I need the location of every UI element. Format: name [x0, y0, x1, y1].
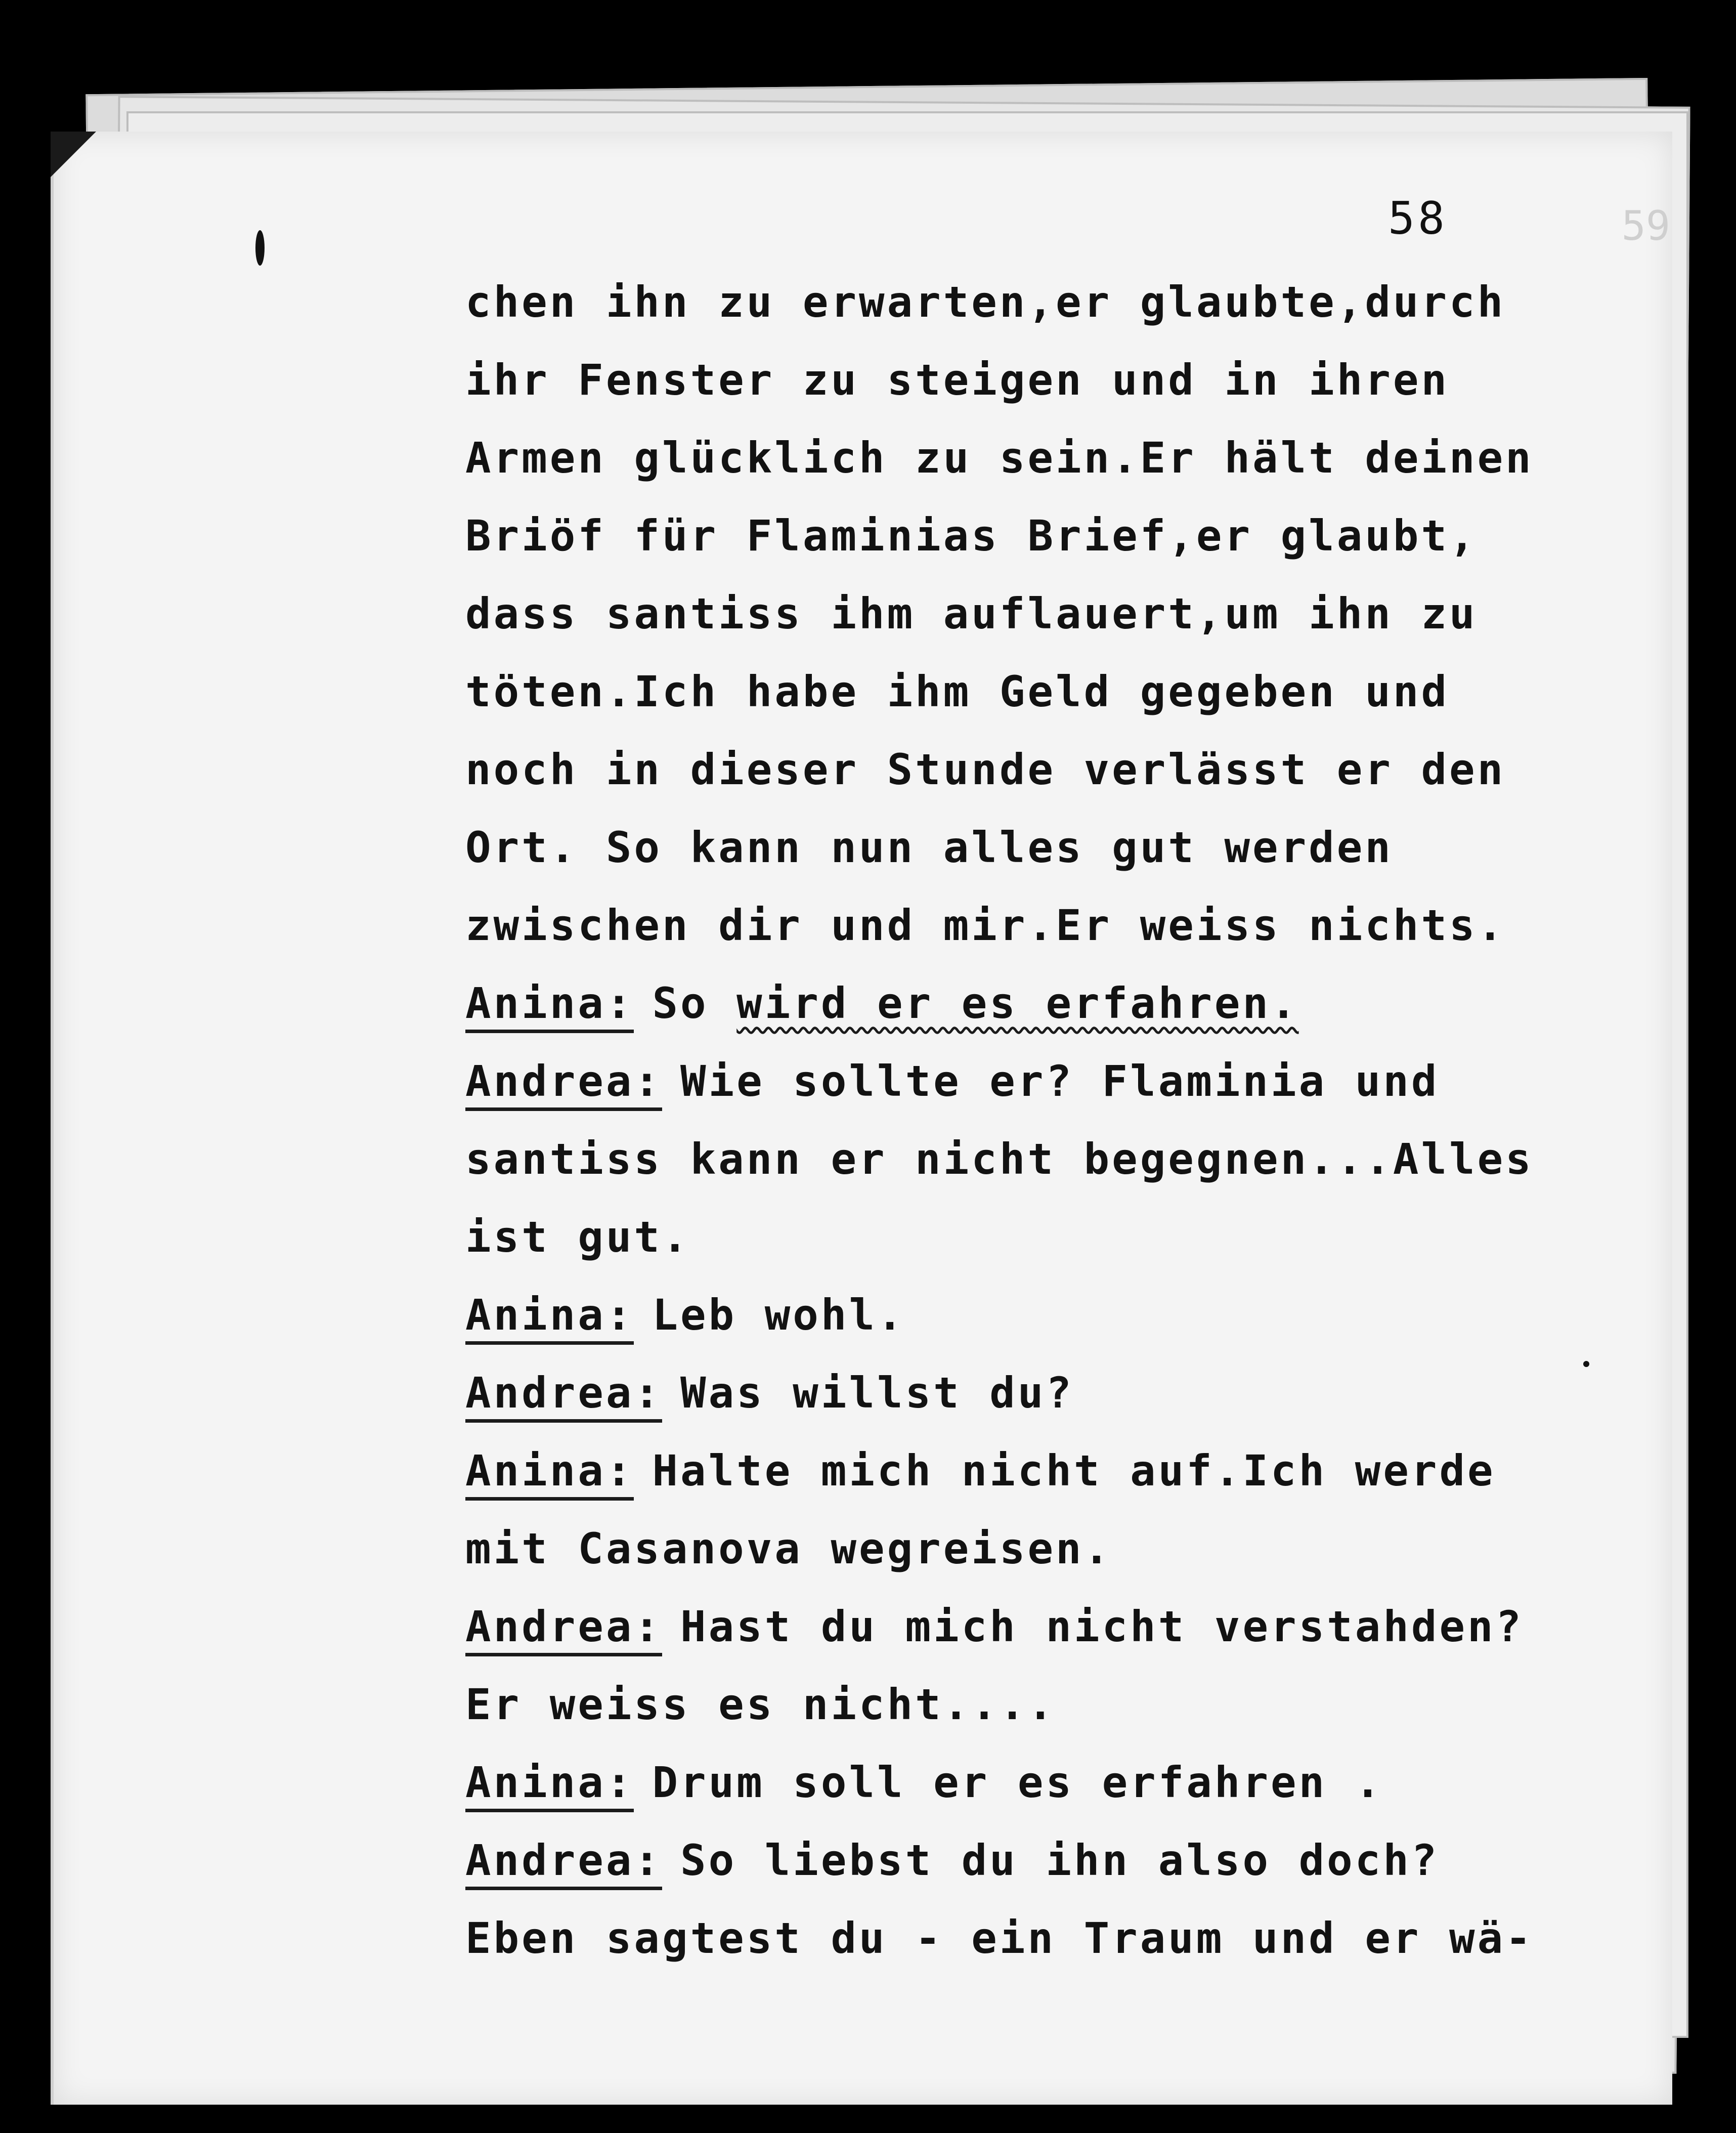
- page-number: 58: [1388, 192, 1448, 244]
- speaker-name: Anina:: [465, 1761, 634, 1812]
- text-line: Eben sagtest du - ein Traum und er wä-: [465, 1913, 1534, 1963]
- ink-speck: [1583, 1361, 1589, 1367]
- dialogue-line: [465, 1743, 1578, 1821]
- speech-text: Drum soll er es erfahren .: [652, 1758, 1383, 1807]
- text-line: ist gut.: [465, 1212, 690, 1262]
- dialogue-line: [465, 1042, 1578, 1120]
- text-line: mit Casanova wegreisen.: [465, 1524, 1112, 1573]
- folded-corner: [51, 132, 96, 177]
- text-line: zwischen dir und mir.Er weiss nichts.: [465, 901, 1506, 950]
- text-line: chen ihn zu erwarten,er glaubte,durch: [465, 277, 1506, 327]
- speech-text: Was willst du?: [680, 1368, 1074, 1418]
- wavy-underlined-speech: wird er es erfahren.: [736, 978, 1299, 1028]
- speech-text: Wie sollte er? Flaminia und: [680, 1056, 1440, 1106]
- speaker-name: Anina:: [465, 1449, 634, 1501]
- speech-text: So: [652, 978, 709, 1028]
- speech-text: So liebst du ihn also doch?: [680, 1836, 1440, 1885]
- speech-text: Leb wohl.: [652, 1290, 905, 1340]
- dialogue-line: [465, 964, 1578, 1042]
- bleed-through-mark: 59: [1621, 202, 1670, 249]
- text-line: töten.Ich habe ihm Geld gegeben und: [465, 667, 1450, 716]
- speaker-name: Andrea:: [465, 1605, 662, 1656]
- ink-speck: [255, 230, 265, 266]
- speaker-name: Andrea:: [465, 1372, 662, 1423]
- text-line: Armen glücklich zu sein.Er hält deinen: [465, 433, 1534, 483]
- typescript-text: [465, 263, 1578, 1977]
- speech-text: Hast du mich nicht verstahden?: [680, 1602, 1524, 1651]
- dialogue-line: [465, 1588, 1578, 1666]
- dialogue-line: [465, 1276, 1578, 1354]
- speaker-name: Andrea:: [465, 1839, 662, 1890]
- text-line: santiss kann er nicht begegnen...Alles: [465, 1134, 1534, 1184]
- text-line: dass santiss ihm auflauert,um ihn zu: [465, 589, 1478, 638]
- text-line: Briöf für Flaminias Brief,er glaubt,: [465, 511, 1478, 561]
- speaker-name: Anina:: [465, 982, 634, 1033]
- dialogue-line: [465, 1354, 1578, 1432]
- dialogue-line: [465, 1432, 1578, 1510]
- text-line: Ort. So kann nun alles gut werden: [465, 823, 1393, 872]
- speaker-name: Andrea:: [465, 1060, 662, 1111]
- speech-text: Halte mich nicht auf.Ich werde: [652, 1446, 1496, 1496]
- speaker-name: Anina:: [465, 1294, 634, 1345]
- text-line: noch in dieser Stunde verlässt er den: [465, 745, 1506, 794]
- text-line: ihr Fenster zu steigen und in ihren: [465, 355, 1450, 405]
- dialogue-line: [465, 1821, 1578, 1899]
- text-line: Er weiss es nicht....: [465, 1680, 1056, 1729]
